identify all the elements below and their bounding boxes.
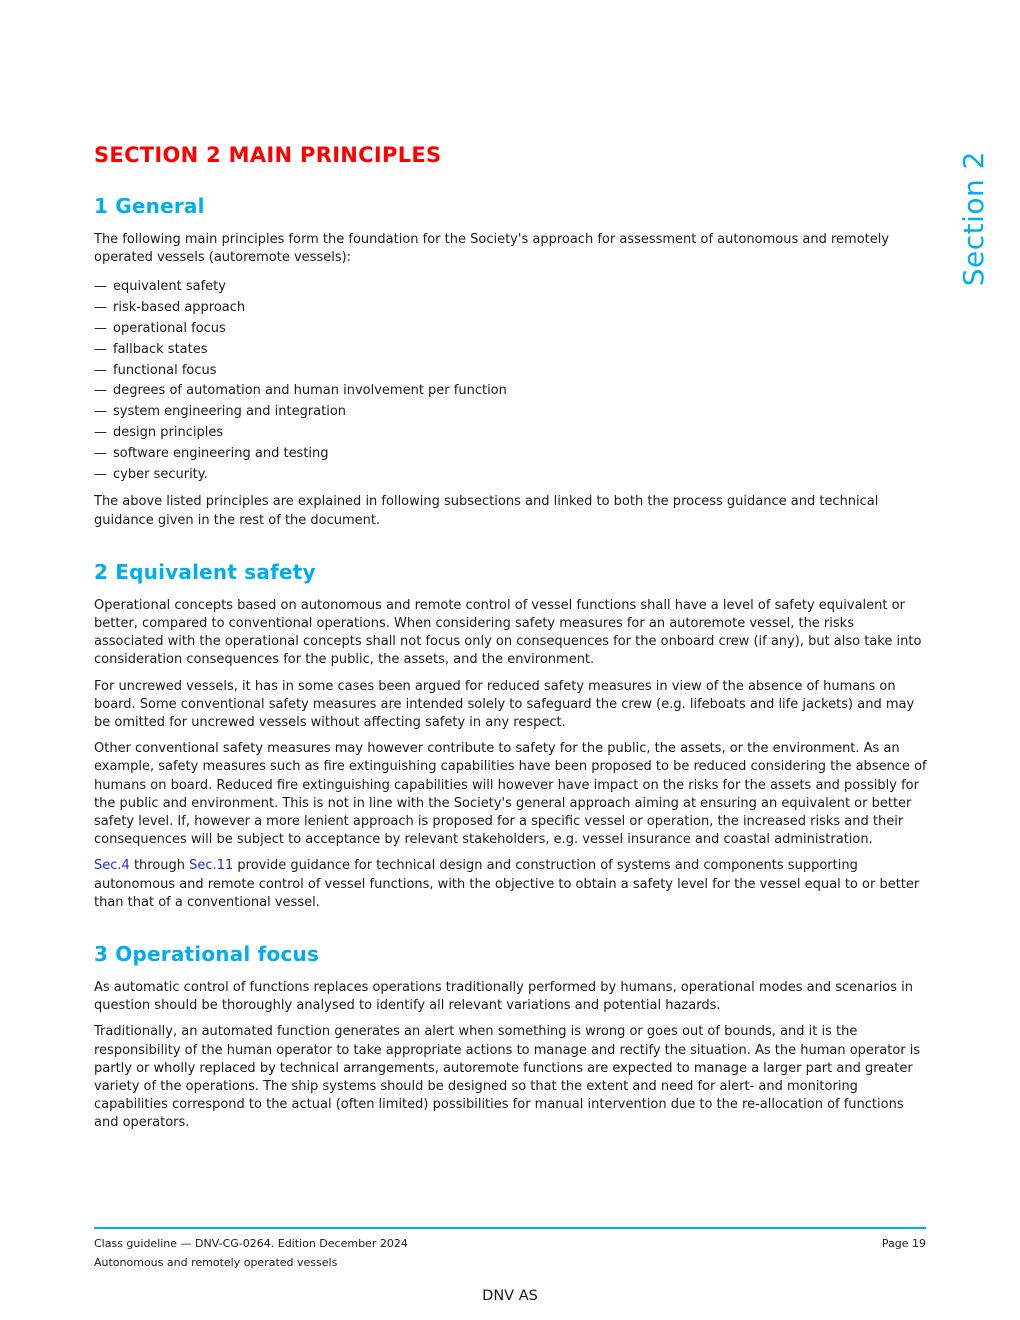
bullet-dash: — — [94, 404, 107, 420]
list-item — [94, 319, 927, 340]
paragraph: For uncrewed vessels, it has in some cases been argued for reduced safety measures in view of the absence of humans on board. Some conventional safety measures are intended solely to safeguard the crew (e.g. lifeboats and life jackets) and may be omitted for uncrewed vessels without affecting safety in any respect. — [94, 678, 915, 730]
list-item — [94, 465, 927, 486]
section-title: SECTION 2 MAIN PRINCIPLES — [94, 143, 442, 167]
section-sidebar-label: Section 2 — [957, 151, 990, 287]
list-item — [94, 423, 927, 444]
list-item-text: design principles — [113, 424, 224, 440]
bullet-dash: — — [94, 300, 107, 316]
page-content — [94, 143, 927, 1133]
paragraph: Operational concepts based on autonomous and remote control of vessel functions shall have a level of safety equivalent or better, compared to conventional operations. When considering safety measures for an autoremote vessel, the risks associated with the operational concepts shall not focus only on consequences for the onboard crew (if any), but also take into consideration consequences for the public, the assets, and the environment. — [94, 597, 922, 668]
footer-doc-title: Autonomous and remotely operated vessels — [94, 1256, 338, 1269]
paragraph: Other conventional safety measures may however contribute to safety for the public, the assets, or the environment. As an example, safety measures such as fire extinguishing capabilities have been proposed to be reduced considering the absence of humans on board. Reduced fire extinguishing capabilities will however have impact on the risks for the assets and possibly for the public and environment. This is not in line with the Society's general approach aiming at ensuring an equivalent or better safety level. If, however a more lenient approach is proposed for a specific vessel or operation, the increased risks and their consequences will be subject to acceptance by relevant stakeholders, e.g. vessel insurance and coastal administration. — [94, 741, 927, 848]
footer-doc-line: Class guideline — DNV-CG-0264. Edition December 2024 — [94, 1237, 408, 1250]
cross-reference-paragraph — [94, 857, 927, 912]
footer-row — [94, 1234, 926, 1253]
bullet-dash: — — [94, 424, 107, 440]
list-item-text: software engineering and testing — [113, 445, 329, 461]
list-item — [94, 381, 927, 402]
list-item — [94, 444, 927, 465]
principles-list — [94, 277, 927, 485]
bullet-dash: — — [94, 321, 107, 336]
list-item-text: cyber security. — [113, 466, 208, 482]
bullet-dash: — — [94, 383, 107, 399]
publisher-label: DNV AS — [482, 1288, 538, 1304]
general-closing-paragraph: The above listed principles are explained in following subsections and linked to both the process guidance and technical guidance given in the rest of the document. — [94, 494, 879, 528]
heading-general: 1 General — [94, 194, 205, 218]
footer-page-number: Page 19 — [881, 1237, 926, 1250]
page-footer — [94, 1227, 926, 1272]
list-item — [94, 340, 927, 361]
heading-equivalent-safety: 2 Equivalent safety — [94, 559, 316, 584]
list-item-text: degrees of automation and human involvement per function — [113, 383, 507, 399]
list-item-text: operational focus — [113, 321, 226, 336]
list-item-text: equivalent safety — [113, 279, 226, 295]
heading-operational-focus: 3 Operational focus — [94, 942, 320, 967]
paragraph-text: through — [129, 858, 190, 874]
section-operational-focus — [94, 942, 927, 1133]
section-equivalent-safety — [94, 560, 927, 912]
list-item-text: functional focus — [113, 362, 217, 378]
list-item — [94, 361, 927, 382]
paragraph-text: provide guidance for technical design and construction of systems and components supporting autonomous and remote control of vessel functions, with the objective to obtain a safety level for the vessel equal to or better than that of a conventional vessel. — [94, 858, 920, 910]
paragraph: Traditionally, an automated function generates an alert when something is wrong or goes out of bounds, and it is the responsibility of the human operator to take appropriate actions to manage and rectify the situation. As the human operator is partly or wholly replaced by technical arrangements, autoremote functions are expected to manage a larger part and greater variety of the operations. The ship systems should be designed so that the extent and need for alert- and monitoring capabilities correspond to the actual (often limited) possibilities for manual intervention due to the re-allocation of functions and operators. — [94, 1024, 921, 1131]
link-sec4[interactable]: Sec.4 — [94, 858, 130, 874]
bullet-dash: — — [94, 445, 107, 461]
list-item — [94, 402, 927, 423]
list-item — [94, 277, 927, 298]
bullet-dash: — — [94, 362, 107, 378]
bullet-dash: — — [94, 279, 107, 295]
paragraph: As automatic control of functions replaces operations traditionally performed by humans, operational modes and scenarios in question should be thoroughly analysed to identify all relevant variations and potential hazards. — [94, 980, 914, 1014]
bullet-dash: — — [94, 341, 107, 357]
bullet-dash: — — [94, 466, 107, 482]
list-item-text: system engineering and integration — [113, 404, 347, 420]
list-item-text: risk-based approach — [113, 300, 246, 316]
list-item — [94, 298, 927, 319]
general-intro-paragraph: The following main principles form the foundation for the Society's approach for assessment of autonomous and remotely operated vessels (autoremote vessels): — [94, 232, 890, 266]
link-sec11[interactable]: Sec.11 — [189, 858, 234, 874]
list-item-text: fallback states — [113, 341, 208, 357]
section-general — [94, 194, 927, 530]
